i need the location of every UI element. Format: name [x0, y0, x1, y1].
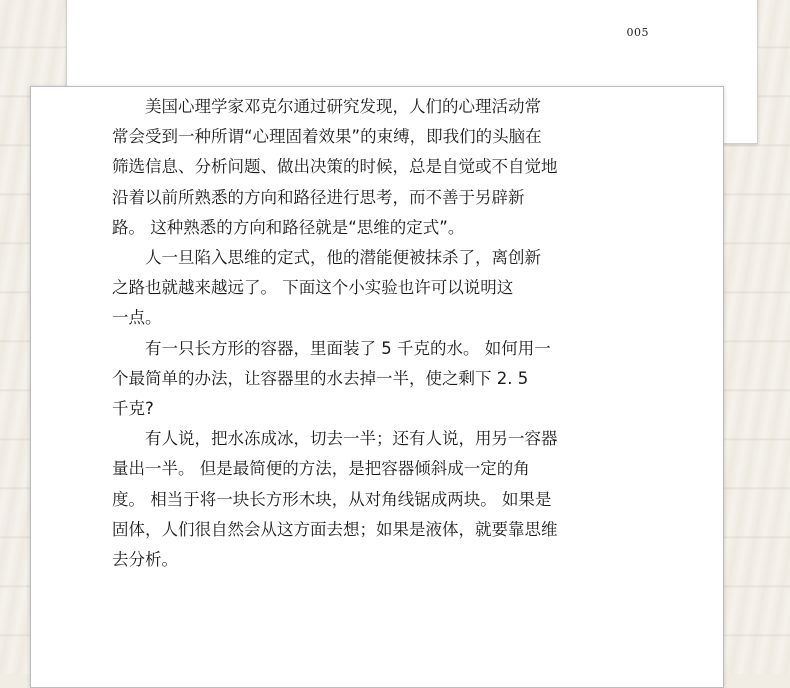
text-line: 常会受到一种所谓“心理固着效果”的束缚，即我们的头脑在: [112, 127, 542, 147]
text-line: 固体，人们很自然会从这方面去想；如果是液体，就要靠思维: [112, 519, 558, 539]
text-line: 量出一半。 但是最简便的方法，是把容器倾斜成一定的角: [112, 459, 530, 479]
text-line: 度。 相当于将一块长方形木块，从对角线锯成两块。 如果是: [112, 489, 552, 509]
paragraph: [112, 92, 582, 243]
text-line: 去分析。: [112, 550, 178, 570]
text-line: 筛选信息、分析问题、做出决策的时候，总是自觉或不自觉地: [112, 157, 558, 177]
text-line: 之路也就越来越远了。 下面这个小实验也许可以说明这: [112, 278, 514, 298]
text-line: 路。 这种熟悉的方向和路径就是“思维的定式”。: [112, 217, 465, 237]
paragraph: [112, 424, 582, 575]
text-line: 个最简单的办法，让容器里的水去掉一半，使之剩下 2. 5: [112, 368, 529, 388]
page-number: 005: [626, 26, 649, 39]
text-line: 沿着以前所熟悉的方向和路径进行思考，而不善于另辟新: [112, 187, 525, 207]
text-line: 一点。: [112, 308, 162, 328]
paragraph: [112, 243, 582, 334]
paragraph: [112, 334, 582, 425]
text-line: 美国心理学家邓克尔通过研究发现，人们的心理活动常: [145, 97, 541, 116]
body-text: [112, 92, 582, 575]
text-line: 千克?: [112, 399, 154, 419]
text-line: 有人说，把水冻成冰，切去一半；还有人说，用另一容器: [145, 429, 558, 449]
text-line: 有一只长方形的容器，里面装了 5 千克的水。 如何用一: [145, 338, 551, 358]
text-line: 人一旦陷入思维的定式，他的潜能便被抹杀了，离创新: [145, 248, 541, 268]
